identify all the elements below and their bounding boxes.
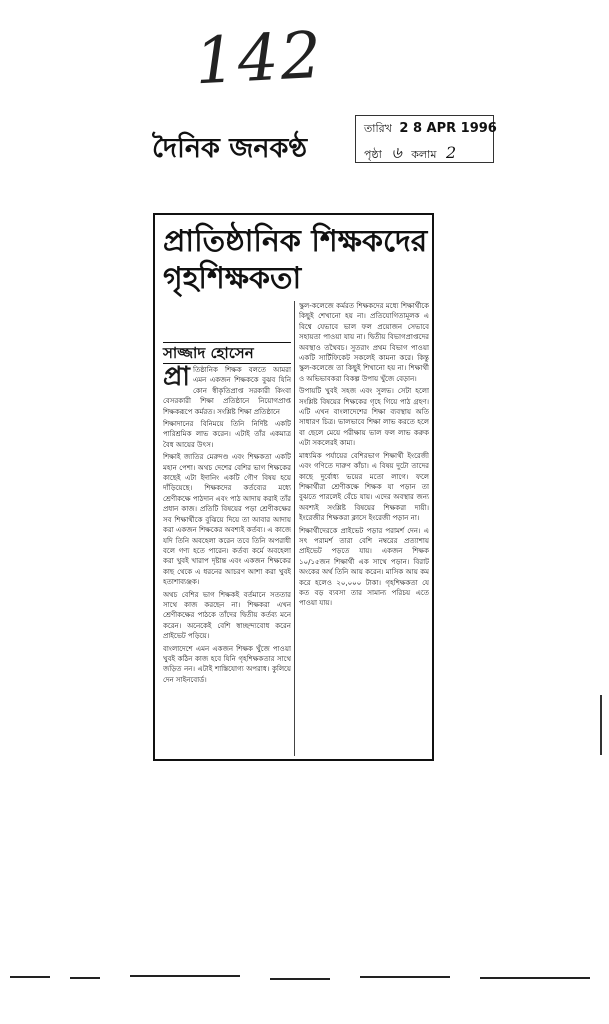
article-paragraph: মাধ্যমিক পর্যায়ের বেশিরভাগ শিক্ষার্থী ইংরেজী এবং গণিতে দারুণ কাঁচা। এ বিষয় দুটো তাদের কাছে দুর্বোধ্য ভয়ের মতো লাগে। ফলে শিক্ষার্থীরা শ্রেণীকক্ষে শিক্ষক যা পড়ান তা বুঝতে পারলেই বেঁচে যায়। এদের অবস্থার জন্য অবশ্যই সংশ্লিষ্ট বিষয়ের শিক্ষকরা দায়ী। ইংরেজীর শিক্ষকরা ক্লাসে ইংরেজী পড়ান না। bbox=[299, 451, 429, 523]
stamp-date-row bbox=[364, 120, 497, 139]
archive-date-stamp bbox=[355, 115, 497, 163]
article-clipping bbox=[153, 213, 434, 761]
article-headline: প্রাতিষ্ঠানিক শিক্ষকদের গৃহশিক্ষকতা bbox=[163, 224, 428, 296]
article-column-right bbox=[299, 301, 429, 757]
stamp-page-row bbox=[364, 140, 462, 167]
article-paragraph: উপায়টি খুবই সহজ এবং সুলভ। সেটা হলো সংশ্লিষ্ট বিষয়ের শিক্ষকের গৃহে গিয়ে পাঠ গ্রহণ। এটি এখন বাংলাদেশের শিক্ষা ব্যবস্থায় অতি সাধারণ চিত্র। ভালভাবে শিক্ষা লাভ করতে হলে বা ছেলে মেয়ে পরীক্ষায় ভাল ফল লাভ করুক এটা সকলেরই কাম্য। bbox=[299, 387, 429, 448]
article-paragraph: শিক্ষার্থীদেরকে প্রাইভেট পড়ার পরামর্শ দেন। এ সৎ পরামর্শ তারা বেশি নম্বরের প্রত্যাশায় প্রাইভেট পড়তে যায়। একজন শিক্ষক ১০/১৫জন শিক্ষার্থী এক সাথে পড়ান। বিরাট অংকের অর্থ তিনি আয় করেন। মাসিক আয় কম করে হলেও ২০,০০০ টাকা। গৃহশিক্ষকতা যে কত বড় ব্যবসা তার সামান্য পরিচয় এতে পাওয়া যায়। bbox=[299, 526, 429, 608]
stamp-page-label: পৃষ্ঠা bbox=[364, 148, 382, 161]
article-paragraph: প্রা তিষ্ঠানিক শিক্ষক বলতে আমরা এমন একজন শিক্ষককে বুঝব যিনি কোন স্বীকৃতিপ্রাপ্ত সরকারী কিংবা বেসরকারী শিক্ষা প্রতিষ্ঠানে নিয়োগপ্রাপ্ত শিক্ষকরূপে কর্মরত। সংশ্লিষ্ট শিক্ষা প্রতিষ্ঠানে bbox=[163, 365, 291, 416]
column-divider bbox=[294, 301, 295, 756]
newspaper-masthead: দৈনিক জনকণ্ঠ bbox=[152, 133, 308, 164]
stamp-date: 2 8 APR 1996 bbox=[399, 121, 497, 136]
handwritten-page-number: 142 bbox=[193, 18, 326, 100]
article-paragraph: বাংলাদেশে এমন একজন শিক্ষক খুঁজে পাওয়া খুবই কঠিন কাজ হবে যিনি গৃহশিক্ষকতার সাথে জড়িত নন। এটাই শাস্তিযোগ্য অপরাধ। কুলিয়ে দেন সাইনবোর্ড। bbox=[163, 644, 291, 684]
scan-bottom-edge bbox=[0, 972, 609, 982]
stamp-date-label: তারিখ bbox=[364, 122, 392, 135]
stamp-column-value: 2 bbox=[445, 143, 457, 162]
article-paragraph: শিক্ষাই জাতির মেরুদণ্ড এবং শিক্ষকতা একটি মহান পেশা। অথচ দেশের বেশির ভাগ শিক্ষকের কাছেই এটা ইদানিং একটি গৌণ বিষয় হয়ে দাঁড়িয়েছে। শিক্ষকদের কর্তব্যের মধ্যে শ্রেণীকক্ষে পাঠদান এবং পাঠ আদায় করাই তাঁর প্রধান কাজ। প্রতিটি বিষয়ের পড়া শ্রেণীকক্ষের সব শিক্ষার্থীকে বুঝিয়ে দিয়ে তা আবার আদায় করা একজন শিক্ষকের অবশ্যই কর্তব্য। এ কাজে যদি তিনি অবহেলা করেন তবে তিনি অপরাধী বলে গণ্য হতে পারেন। কর্তব্য কর্মে অবহেলা করা খুবই খারাপ দৃষ্টান্ত এবং একজন শিক্ষকের কাছ থেকে এ ধরনের আচরণ আশা করা খুবই হতাশাব্যঞ্জক। bbox=[163, 453, 291, 587]
article-paragraph: অথচ বেশির ভাগ শিক্ষকই বর্তমানে সততার সাথে কাজ করছেন না। শিক্ষকরা এখন শ্রেণীকক্ষের পাঠকে তাঁদের দ্বিতীয় কর্তব্য মনে করেন। অনেকেই বেশি স্বাচ্ছন্দ্যবোধ করেন প্রাইভেট পড়িয়ে। bbox=[163, 590, 291, 641]
article-column-left bbox=[163, 365, 291, 757]
dropcap: প্রা bbox=[163, 365, 190, 392]
article-paragraph: স্কুল-কলেজে কর্মরত শিক্ষকদের মধ্যে শিক্ষার্থীকে কিছুই শেখানো হয় না। প্রতিযোগিতামূলক এ বিশ্বে যেভাবে ভাল ফল প্রয়োজন সেভাবে সহায়তা পাওয়া যায় না। দ্বিতীয় বিভাগপ্রাপ্তদের অবস্থাও তথৈবচ। সুতরাং প্রথম বিভাগ পাওয়া একটি সার্টিফিকেট সকলেই কামনা করে। কিন্তু স্কুল-কলেজে তা কিছুই শিখানো হয় না। শিক্ষার্থী ও অভিভাবকরা বিকল্প উপায় খুঁজে বেড়ান। bbox=[299, 302, 429, 383]
scan-margin-mark bbox=[600, 695, 602, 755]
article-byline: সাজ্জাদ হোসেন bbox=[163, 342, 291, 364]
article-paragraph: শিক্ষাদানের বিনিময়ে তিনি নির্দিষ্ট একটি পারিশ্রমিক লাভ করেন। এটাই তাঁর একমাত্র বৈধ আয়ের উৎস। bbox=[163, 420, 291, 449]
stamp-column-label: কলাম bbox=[411, 148, 437, 161]
stamp-page-value: ৬ bbox=[391, 143, 402, 162]
